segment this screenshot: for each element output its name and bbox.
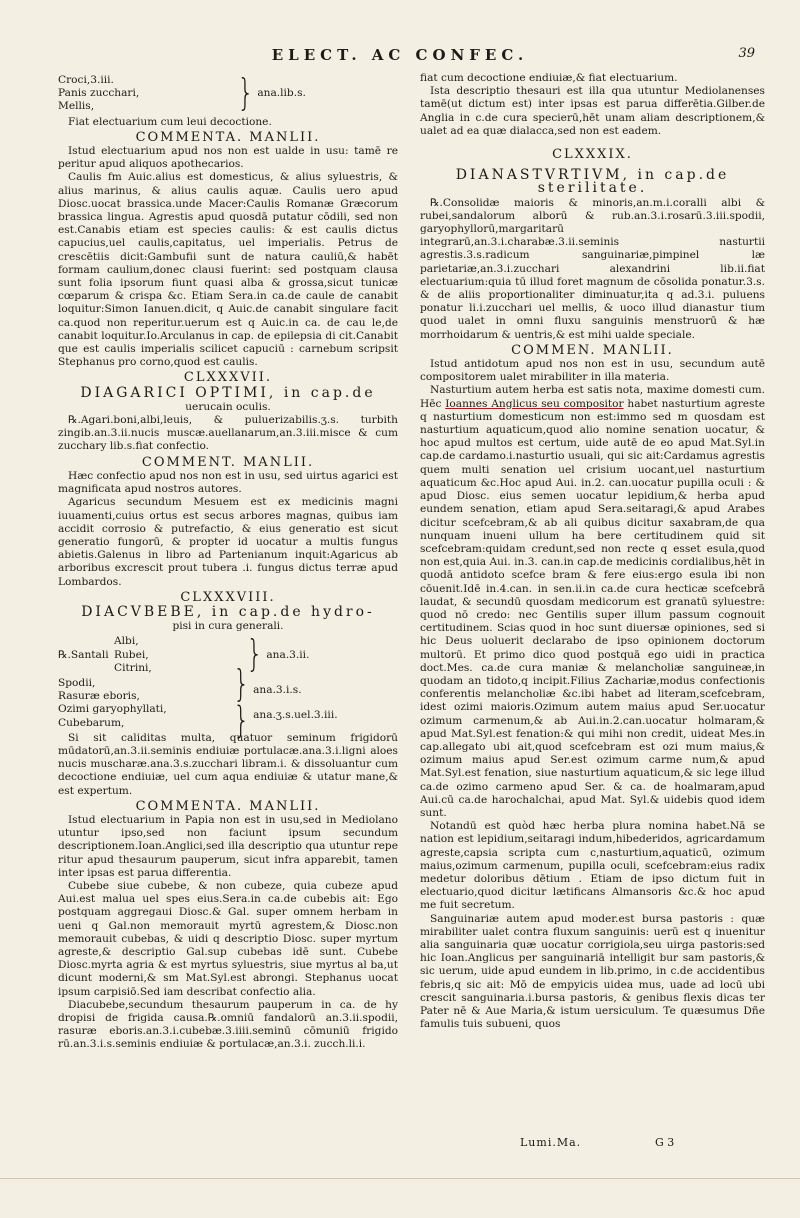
section-heading: COMMENTA. MANLII. <box>135 798 321 814</box>
chapter-title: DIANASTVRTIVM, in cap.de sterilitate. <box>455 167 730 197</box>
text-run: Nasturtium autem herba est satis nota, maxime domesti cum. Hēc <box>420 384 765 410</box>
paragraph: Hæc confectio apud nos non est in usu, sed uirtus agarici est magnificata apud nostros autores. <box>58 469 398 496</box>
section-heading: COMMENTA. MANLII. <box>135 129 321 145</box>
paragraph: Caulis fm Auic.alius est domesticus, & alius syluestris, & alius marinus, & alius caulis aquæ. Caulis uero apud Diosc.uocat brassica.unde Macer:Caulis Romanæ Græcorum brassica lingua. Agrestis apud quosdā putatur cōdili, sed non est.Canabis etiam est species caulis: & est caulis dictus capucius,uel caulis,capitatus, uel imperialis. Petrus de crescētiis dicit:Gambufii sunt de natura cauliū,& habēt formam caulium,donec clausi fuerint: sed postquam clausa sunt folia ipsorum fiunt quasi alba & grossa,sicut tunicæ cœparum & crispa &c. Etiam Sera.in ca.de caule de canabit loquitur:Simon Ianuen.dicit, q Auic.de canabit singulare facit ca.quod non reperitur.uerum est q Auic.in ca. de cau le,de canabit loquitur.Io.Arculanus in cap. de epilepsia di cit.Canabit que est caulis imperialis scilicet capuciū : carnebum scripsit Stephanus pro corno,quod est caulis. <box>58 171 398 369</box>
text-run: habet nasturtium agreste q nasturtium domesticum non est:immo sed m quosdam est nasturtium aquaticum,quod alio nomine senation uocatur, & hoc apud multos est certum, uide autē de eo apud Mat.Syl.in cap.de cardamo.i.nasturtio usuali, qui sic ait:Cardamus agrestis quem multi senation uel crisium uocant,uel nasturtium aquaticum &c.Hoc apud Aui. in.2. can.uocatur pupilla oculi : & apud Diosc. eius semen uocatur lepidium,& herba apud eundem senation, etiam apud Sera.seitaragi,& apud Arabes dicitur scefcebram,& ab ali quibus dicitur saxabram,de qua nunquam inueni ullum ha bere certitudinem quid sit scefcebram:quidam credunt,sed non recte q esset esula,quod non est,quia Aui. in.3. can.in cap.de medicinis cordialibus,hēt in quodā antidoto scefce bram & fere eius:ergo esula ibi non cōuenit.Idē in.4.can. in sen.ii.in ca.de cura hecticæ scefcebrā laudat, & secundū quosdam medicorum est granatū syluestre: quod nō credo: nec Gentilis super illum passum cognouit certitudinem. Scias quod in hoc sunt diuersæ opiniones, sed si hic Deus uoluerit declarabo de ipso opinionem doctorum multorū. Et primo dico quod postquā ego uidi in practica doct.Mes. ca.de cura maniæ & melancholiæ sanguineæ,in quodam an tidoto,q incipit.Filius Zachariæ,modus confectionis conferentis melancholiæ &c.ibi habet ad literam,scefcebram, idest ozimi maioris.Ozimum autem maius apud Ser.uocatur ozimum carmenum,& ab Aui.in.2.can.uocatur holmaram,& apud Mat.Syl.est fenation:& qui mihi non credit, uideat Mes.in cap.allegato ubi ait,quod scefcebram est ozi mum maius,& ozimum maius apud Ser.est ozimum carme num,& apud Mat.Syl.est fenation, siue nasturtium aquaticum,& sic lege illud ca.de ozimo carmeno apud Ser. & ca. de hoalmaram,apud Aui.cū ca.de harochalchai, apud Mat. Syl.& uidebis quod idem sunt. <box>420 397 765 819</box>
ingredient: Rasuræ eboris, <box>58 690 140 703</box>
chapter-title: DIACVBEBE, in cap.de hydro- <box>81 603 375 620</box>
signature-mark: G 3 <box>655 1136 675 1149</box>
quantity: ana.lib.s. <box>257 87 306 100</box>
paragraph: Cubebe siue cubebe, & non cubeze, quia cubeze apud Aui.est malua uel spes eius.Sera.in ca.de cubebis ait: Ego postquam aggregaui Diosc.& Gal. super omnem herbam in ueni q Gal.non memorauit myrtū agrestem,& Diosc.non memorauit cubebas, & uidi q descriptio Diosc. super myrtum agreste,& descriptio Gal.sup cubebas idē sunt. Cubebe Diosc.myrta agria & est myrtus syluestris, siue myrtus al ba,ut dicunt moderni,& sm Mat.Syl.est abrongi. Stephanus uocat ipsum carpisiō.Sed iam describat confectio alia. <box>58 879 398 998</box>
chapter-subtitle: pisi in cura generali. <box>172 620 284 633</box>
recipe-lead: ℞.Santali <box>58 648 109 661</box>
ingredient: Ozimi garyophyllati, <box>58 703 167 716</box>
paragraph: Istud electuarium apud nos non est ualde in usu: tamē re peritur apud aliquos apothecarios. <box>58 145 398 171</box>
chapter-number: CLXXXIX. <box>552 147 633 163</box>
chapter-number: CLXXXVII. <box>183 370 273 386</box>
paragraph: Istud antidotum apud nos non est in usu, secundum autē compositorem ualet mirabiliter in illa materia. <box>420 358 765 384</box>
brace-icon: } <box>246 634 263 677</box>
page-edge <box>0 1178 800 1179</box>
quantity: ana.ʒ.s.uel.3.iii. <box>253 709 338 722</box>
ingredient: Spodii, <box>58 676 96 689</box>
recipe-list-santali <box>58 635 398 675</box>
ingredient: Cubebarum, <box>58 716 125 729</box>
paragraph <box>420 384 765 820</box>
recipe-paragraph: ℞.Consolidæ maioris & minoris,an.m.i.coralli albi & rubei,sandalorum alborū & rub.an.3.i.rosarū.3.iii.spodii, garyophyllorū,margaritarū integrarū,an.3.i.charabæ.3.ii.seminis nasturtii agrestis.3.s.radicum sanguinariæ,pimpinel læ parietariæ,an.3.i.zucchari alexandrini lib.ii.fiat electuarium:quia tū illud foret magnum de cōsolida ponatur.3.s. & de aliis proportionaliter diminuatur,ita q ad.3.i. puluens ponatur li.i.zucchari uel mellis, & uoco illud dianastur tium quod ualet in omni fluxu sanguinis menstruorū & hæ morrhoidarum & uentris,& est mihi ualde speciale. <box>420 196 765 341</box>
ingredient: Mellis, <box>58 100 95 113</box>
quantity: ana.3.i.s. <box>253 684 302 697</box>
left-column <box>58 72 398 1162</box>
paragraph: Notandū est quòd hæc herba plura nomina habet.Nā se nation est lepidium,seitaragi indum,hibederidos, agricardamum agreste,capsia scripta cum c,nasturtium,aquaticū, ozimum maius,ozimum carmenum, pupilla oculi, scefcebram:eius radix medetur doloribus dētium . Etiam de ipso dictum fuit in electuario,quod dicitur lætificans Almansoris &c.& hoc apud me fuit secretum. <box>420 820 765 912</box>
recipe-paragraph: ℞.Agari.boni,albi,leuis, & puluerizabilis.ʒ.s. turbith zingib.an.3.ii.nucis muscæ.auellanarum,an.3.iii.misce & cum zucchary lib.s.fiat confectio. <box>58 414 398 453</box>
paragraph: fiat cum decoctione endiuiæ,& fiat electuarium. <box>420 72 678 84</box>
running-head: ELECT. AC CONFEC. <box>271 46 529 64</box>
ingredient: Albi, <box>114 635 139 648</box>
catchword: Lumi.Ma. <box>520 1136 582 1149</box>
paragraph: Ista descriptio thesauri est illa qua utuntur Mediolanenses tamē(ut dictum est) inter ipsas est parua differētia.Gilber.de Anglia in c.de cura specierū,hēt unam aliam descriptionem,& ualet ad ea quæ dialacca,sed non est eadem. <box>420 85 765 137</box>
paragraph: Sanguinariæ autem apud moder.est bursa pastoris : quæ mirabiliter ualet contra fluxum sanguinis: uerū est q inuenitur alia sanguinaria quæ uocatur corrigiola,seu uirga pastoris:sed hic Ioan.Anglicus per sanguinariā intelligit bur sam pastoris,& sic uerum, uide apud eundem in lib.primo, in c.de accidentibus febris,q sic ait: Mō de empyicis uidea mus, uade ad locū ubi crescit sanguinaria.i.bursa pastoris, & genibus flexis dicas ter Pater nē & Aue Maria,& istum uersiculum. Te quæsumus Dñe famulis tuis subueni, quos <box>420 912 765 1031</box>
ingredient: Citrini, <box>114 661 152 674</box>
paragraph: Fiat electuarium cum leui decoctione. <box>68 115 272 128</box>
paragraph: Diacubebe,secundum thesaurum pauperum in ca. de hy dropisi de frigida causa.℞.omniū fandalorū an.3.ii.spodii, rasuræ eboris.an.3.i.cubebæ.3.iiii.seminū cōmuniū frigido rū.an.3.i.s.seminis endiuiæ & portulacæ,an.3.i. zucch.li.i. <box>58 998 398 1051</box>
quantity: ana.3.ii. <box>266 648 310 661</box>
section-heading: COMMEN. MANLII. <box>511 342 674 358</box>
chapter-subtitle: uerucain oculis. <box>185 400 271 413</box>
ingredient: Rubei, <box>114 648 149 661</box>
brace-icon: } <box>237 72 254 115</box>
recipe-list-croci <box>58 74 398 114</box>
section-heading: COMMENT. MANLII. <box>141 454 315 470</box>
paragraph: Si sit caliditas multa, quatuor seminum frigidorū mūdatorū,an.3.ii.seminis endiuiæ portulacæ.ana.3.i.ligni aloes nucis muscharæ.ana.3.s.zucchari libram.i. & dissoluantur cum decoctione endiuiæ, uel cum aqua endiuiæ & utatur mane,& est expertum. <box>58 731 398 797</box>
ingredient: Croci,3.iii. <box>58 74 114 86</box>
chapter-number: CLXXXVIII. <box>180 589 276 605</box>
paragraph: Istud electuarium in Papia non est in usu,sed in Mediolano utuntur ipso,sed non faciunt ipsum secundum descriptionem.Ioan.Anglici,sed illa descriptio qua utuntur repe ritur apud thesaurum pauperum, sicut infra apparebit, tamen inter ipsas est parua differentia. <box>58 813 398 879</box>
ingredient: Panis zucchari, <box>58 87 140 100</box>
paragraph: Agaricus secundum Mesuem est ex medicinis magni iuuamenti,cuius ortus est secus arbores magnas, quibus iam accidit corrosio & putrefactio, & eius generatio est sicut generatio fungorū, & propter id uocatur a multis fungus abietis.Galenus in libro ad Partenianum inquit:Agaricus ab arboribus excrescit prout tubera .i. fungus dictus terræ apud Lombardos. <box>58 496 398 588</box>
brace-icon: } } <box>233 664 250 743</box>
page-number: 39 <box>738 46 755 61</box>
right-column <box>420 72 765 1162</box>
underlined-phrase: Ioannes Anglicus seu compositor <box>445 397 624 410</box>
chapter-title: DIAGARICI OPTIMI, in cap.de <box>80 384 376 401</box>
